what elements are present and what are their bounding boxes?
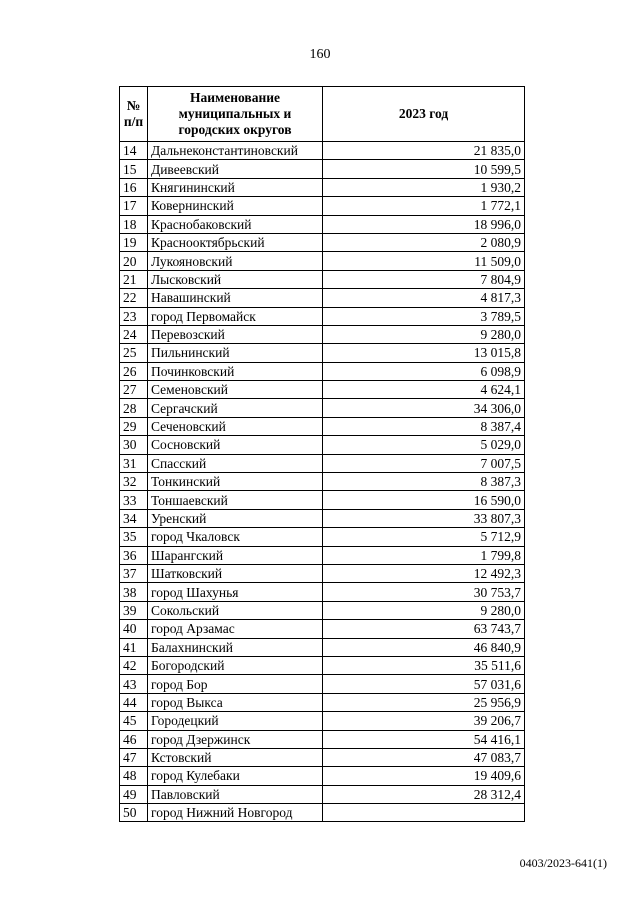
row-number: 29	[120, 417, 148, 435]
amount-2023: 7 804,9	[323, 270, 525, 288]
document-code: 0403/2023-641(1)	[519, 856, 607, 870]
table-row	[120, 785, 525, 803]
table-row	[120, 546, 525, 564]
municipality-name: Шатковский	[148, 564, 323, 582]
row-number: 17	[120, 197, 148, 215]
row-number: 23	[120, 307, 148, 325]
row-number: 44	[120, 693, 148, 711]
row-number: 40	[120, 620, 148, 638]
row-number: 36	[120, 546, 148, 564]
municipality-name: Навашинский	[148, 289, 323, 307]
table-row	[120, 215, 525, 233]
municipality-name: Тонкинский	[148, 473, 323, 491]
table-row	[120, 583, 525, 601]
municipality-name: город Шахунья	[148, 583, 323, 601]
row-number: 34	[120, 509, 148, 527]
amount-2023: 63 743,7	[323, 620, 525, 638]
row-number: 14	[120, 142, 148, 160]
row-number: 26	[120, 362, 148, 380]
row-number: 28	[120, 399, 148, 417]
table-row	[120, 289, 525, 307]
municipality-name: Дальнеконстантиновский	[148, 142, 323, 160]
amount-2023: 9 280,0	[323, 325, 525, 343]
row-number: 42	[120, 656, 148, 674]
amount-2023: 34 306,0	[323, 399, 525, 417]
municipality-name: Тоншаевский	[148, 491, 323, 509]
amount-2023: 18 996,0	[323, 215, 525, 233]
municipality-name: Сокольский	[148, 601, 323, 619]
table-body	[120, 142, 525, 822]
table-row	[120, 417, 525, 435]
amount-2023: 54 416,1	[323, 730, 525, 748]
row-number: 37	[120, 564, 148, 582]
table-row	[120, 528, 525, 546]
amount-2023: 8 387,4	[323, 417, 525, 435]
table-row	[120, 675, 525, 693]
amount-2023: 19 409,6	[323, 767, 525, 785]
municipality-name: Лукояновский	[148, 252, 323, 270]
table-row	[120, 325, 525, 343]
amount-2023: 30 753,7	[323, 583, 525, 601]
row-number: 33	[120, 491, 148, 509]
row-number: 38	[120, 583, 148, 601]
amount-2023: 6 098,9	[323, 362, 525, 380]
amount-2023: 1 799,8	[323, 546, 525, 564]
amount-2023: 46 840,9	[323, 638, 525, 656]
amount-2023: 5 712,9	[323, 528, 525, 546]
municipality-name: Семеновский	[148, 381, 323, 399]
amount-2023: 8 387,3	[323, 473, 525, 491]
amount-2023: 25 956,9	[323, 693, 525, 711]
amount-2023: 11 509,0	[323, 252, 525, 270]
table-row	[120, 491, 525, 509]
row-number: 45	[120, 712, 148, 730]
municipality-name: Пильнинский	[148, 344, 323, 362]
table-row	[120, 252, 525, 270]
table-row	[120, 454, 525, 472]
municipality-name: город Чкаловск	[148, 528, 323, 546]
municipality-name: Дивеевский	[148, 160, 323, 178]
amount-2023: 4 817,3	[323, 289, 525, 307]
municipality-name: город Арзамас	[148, 620, 323, 638]
table-header-row	[120, 87, 525, 142]
row-number: 15	[120, 160, 148, 178]
header-num: № п/п	[120, 87, 148, 142]
municipality-name: Починковский	[148, 362, 323, 380]
table-row	[120, 620, 525, 638]
amount-2023: 39 206,7	[323, 712, 525, 730]
row-number: 39	[120, 601, 148, 619]
municipality-name: город Дзержинск	[148, 730, 323, 748]
table-row	[120, 270, 525, 288]
amount-2023: 1 772,1	[323, 197, 525, 215]
budget-table	[119, 86, 525, 822]
row-number: 18	[120, 215, 148, 233]
municipality-name: Балахнинский	[148, 638, 323, 656]
amount-2023: 57 031,6	[323, 675, 525, 693]
amount-2023: 5 029,0	[323, 436, 525, 454]
municipality-name: Богородский	[148, 656, 323, 674]
municipality-name: Перевозский	[148, 325, 323, 343]
municipality-name: Кстовский	[148, 748, 323, 766]
header-name: Наименование муниципальных и городских округов	[148, 87, 323, 142]
row-number: 47	[120, 748, 148, 766]
table-row	[120, 142, 525, 160]
table-row	[120, 233, 525, 251]
municipality-name: Сергачский	[148, 399, 323, 417]
row-number: 19	[120, 233, 148, 251]
table-row	[120, 730, 525, 748]
row-number: 25	[120, 344, 148, 362]
row-number: 32	[120, 473, 148, 491]
table-row	[120, 381, 525, 399]
table-row	[120, 160, 525, 178]
amount-2023: 3 789,5	[323, 307, 525, 325]
amount-2023: 2 080,9	[323, 233, 525, 251]
table-row	[120, 693, 525, 711]
table-row	[120, 399, 525, 417]
amount-2023: 47 083,7	[323, 748, 525, 766]
amount-2023	[323, 804, 525, 822]
municipality-name: город Кулебаки	[148, 767, 323, 785]
municipality-name: Лысковский	[148, 270, 323, 288]
municipality-name: Краснооктябрьский	[148, 233, 323, 251]
table-row	[120, 767, 525, 785]
amount-2023: 35 511,6	[323, 656, 525, 674]
municipality-name: город Нижний Новгород	[148, 804, 323, 822]
amount-2023: 33 807,3	[323, 509, 525, 527]
amount-2023: 7 007,5	[323, 454, 525, 472]
row-number: 41	[120, 638, 148, 656]
row-number: 20	[120, 252, 148, 270]
amount-2023: 12 492,3	[323, 564, 525, 582]
table-row	[120, 178, 525, 196]
row-number: 22	[120, 289, 148, 307]
amount-2023: 28 312,4	[323, 785, 525, 803]
municipality-name: Краснобаковский	[148, 215, 323, 233]
municipality-name: Уренский	[148, 509, 323, 527]
municipality-name: Княгининский	[148, 178, 323, 196]
municipality-name: Городецкий	[148, 712, 323, 730]
municipality-name: Ковернинский	[148, 197, 323, 215]
amount-2023: 13 015,8	[323, 344, 525, 362]
row-number: 35	[120, 528, 148, 546]
table-row	[120, 601, 525, 619]
table-row	[120, 638, 525, 656]
municipality-name: Сеченовский	[148, 417, 323, 435]
amount-2023: 10 599,5	[323, 160, 525, 178]
row-number: 21	[120, 270, 148, 288]
row-number: 50	[120, 804, 148, 822]
page-number: 160	[309, 47, 331, 62]
row-number: 24	[120, 325, 148, 343]
municipality-name: город Бор	[148, 675, 323, 693]
table-row	[120, 362, 525, 380]
row-number: 48	[120, 767, 148, 785]
table-row	[120, 748, 525, 766]
amount-2023: 16 590,0	[323, 491, 525, 509]
table-row	[120, 564, 525, 582]
table-row	[120, 473, 525, 491]
table-row	[120, 804, 525, 822]
header-year: 2023 год	[323, 87, 525, 142]
row-number: 46	[120, 730, 148, 748]
amount-2023: 21 835,0	[323, 142, 525, 160]
table-row	[120, 656, 525, 674]
municipality-name: город Первомайск	[148, 307, 323, 325]
amount-2023: 9 280,0	[323, 601, 525, 619]
row-number: 27	[120, 381, 148, 399]
municipality-name: Шарангский	[148, 546, 323, 564]
row-number: 49	[120, 785, 148, 803]
amount-2023: 4 624,1	[323, 381, 525, 399]
municipality-name: город Выкса	[148, 693, 323, 711]
table-row	[120, 712, 525, 730]
municipality-name: Сосновский	[148, 436, 323, 454]
row-number: 31	[120, 454, 148, 472]
table-row	[120, 509, 525, 527]
amount-2023: 1 930,2	[323, 178, 525, 196]
row-number: 43	[120, 675, 148, 693]
row-number: 16	[120, 178, 148, 196]
table-row	[120, 197, 525, 215]
table-row	[120, 344, 525, 362]
table-row	[120, 307, 525, 325]
row-number: 30	[120, 436, 148, 454]
municipality-name: Павловский	[148, 785, 323, 803]
municipality-name: Спасский	[148, 454, 323, 472]
table-row	[120, 436, 525, 454]
